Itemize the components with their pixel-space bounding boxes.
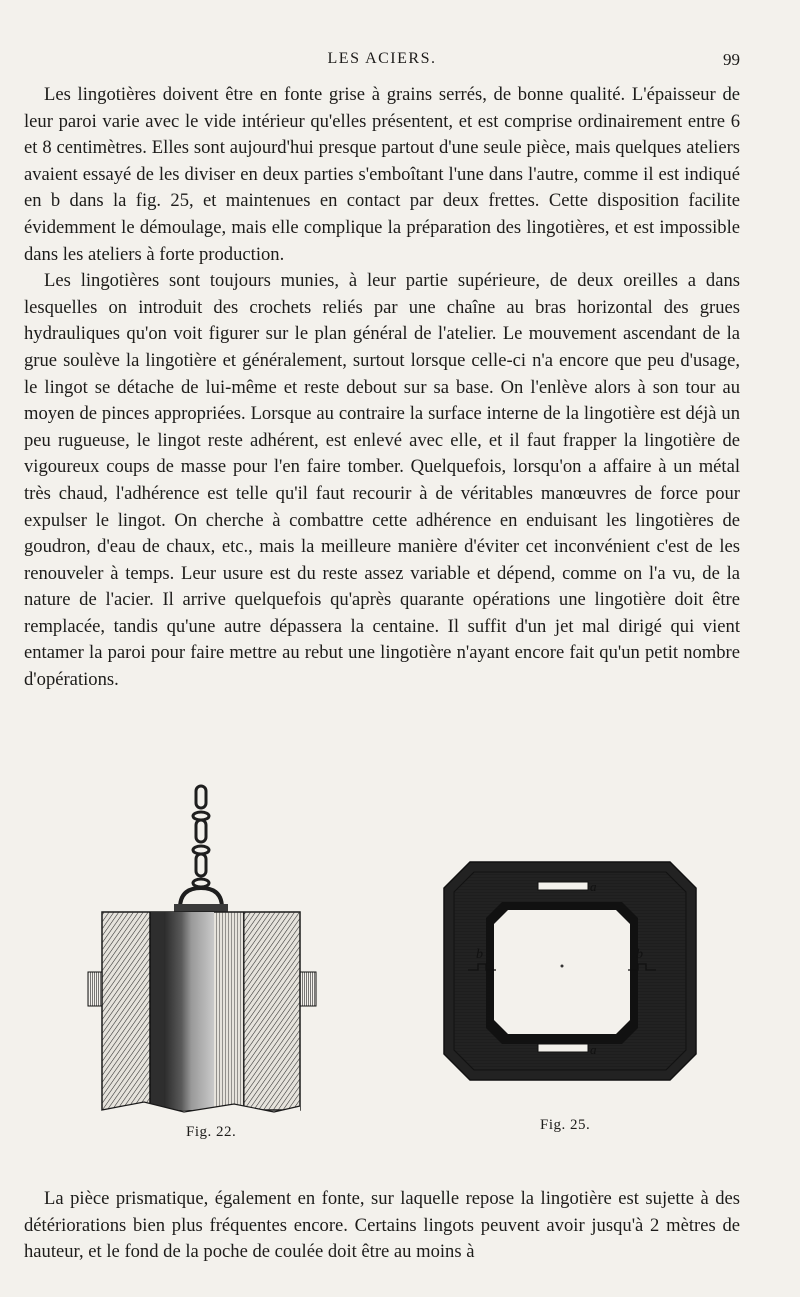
bottom-text — [24, 1186, 740, 1266]
figure-25-caption: Fig. 25. — [540, 1117, 591, 1133]
ingot-mould-illustration — [84, 780, 334, 1120]
label-a-top: a — [590, 879, 597, 894]
figure-25-mould-section — [440, 858, 700, 1083]
running-head — [24, 50, 740, 72]
mould-section-illustration — [440, 858, 700, 1083]
label-b-left: b — [476, 947, 483, 962]
figure-22-caption: Fig. 22. — [186, 1124, 237, 1140]
running-title: LES ACIERS. — [327, 50, 437, 67]
label-a-bottom: a — [590, 1042, 597, 1057]
figure-22-ingot-mould — [84, 780, 334, 1120]
chain-icon — [193, 786, 209, 887]
body-text — [24, 82, 740, 694]
paragraph-3: La pièce prismatique, également en fonte, sur laquelle repose la lingotière est sujette à des détériorations bien plus fréquentes encore. Certains lingots peuvent avoir jusqu'à 2 mètres de hauteur, et le fond de la poche de coulée doit être au moins à — [24, 1188, 740, 1263]
label-b-right: b — [636, 947, 643, 962]
paragraph-1: Les lingotières doivent être en fonte grise à grains serrés, de bonne qualité. L'épaisseur de leur paroi varie avec le vide intérieur qu'elles présentent, et est comprise ordinairement entre 6 et 8 centimètres. Elles sont aujourd'hui presque partout d'une seule pièce, mais quelques ateliers avaient essayé de les diviser en deux parties s'emboîtant l'une dans l'autre, comme il est indiqué en b dans la fig. 25, et maintenues en contact par deux frettes. Cette disposition facilite évidemment le démoulage, mais elle complique la préparation des lingotières, et est impossible dans les ateliers à forte production. — [24, 84, 740, 265]
page-number: 99 — [723, 50, 740, 69]
paragraph-2: Les lingotières sont toujours munies, à leur partie supérieure, de deux oreilles a dans lesquelles on introduit des crochets reliés par une chaîne au bras horizontal des grues hydrauliques qu'on voit figurer sur le plan général de l'atelier. Le mouvement ascendant de la grue soulève la lingotière et généralement, surtout lorsque celle-ci n'a encore que peu d'usage, le lingot se détache de lui-même et reste debout sur sa base. On l'enlève alors à son tour au moyen de pinces appropriées. Lorsque au contraire la surface interne de la lingotière est déjà un peu rugueuse, le lingot reste adhérent, est enlevé avec elle, et il faut frapper la lingotière de vigoureux coups de masse pour l'en faire tomber. Quelquefois, lorsqu'on a affaire à un métal très chaud, l'adhérence est telle qu'il faut recourir à de véritables manœuvres de force pour expulser le lingot. On cherche à combattre cette adhérence en enduisant les lingotières de goudron, d'eau de chaux, etc., mais la meilleure manière d'éviter cet inconvénient c'est de les renouveler à temps. Leur usure est du reste assez variable et dépend, comme on l'a vu, de la nature de l'acier. Il arrive quelquefois qu'après quarante opérations une lingotière doit être remplacée, tandis qu'une autre dépassera la centaine. Il suffit d'un jet mal dirigé qui vient entamer la paroi pour faire mettre au rebut une lingotière n'ayant encore fait qu'un petit nombre d'opérations. — [24, 270, 740, 691]
